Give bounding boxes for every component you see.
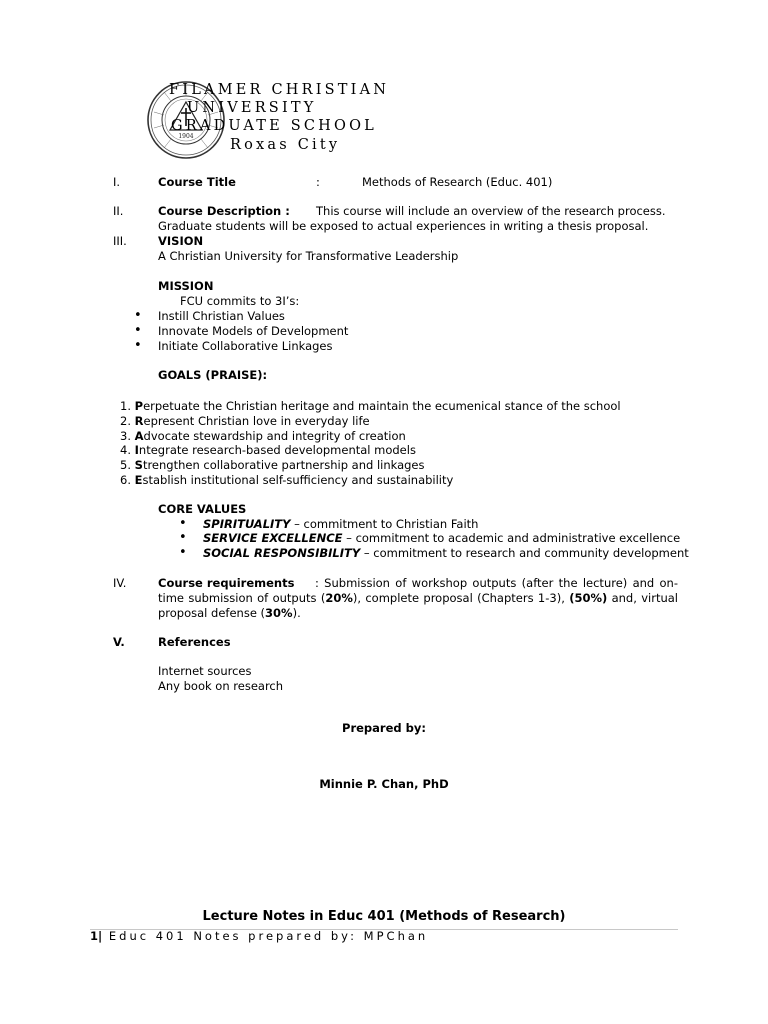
- course-title-value: Methods of Research (Educ. 401): [362, 175, 553, 189]
- course-title-separator: :: [316, 175, 320, 189]
- footer-line: 1| Educ 401 Notes prepared by: MPChan: [90, 929, 429, 943]
- references-label: References: [158, 635, 231, 649]
- goal-item: 3. Advocate stewardship and integrity of creation: [120, 429, 406, 443]
- reference-item: Internet sources: [158, 664, 252, 678]
- mission-label: MISSION: [158, 279, 214, 293]
- section-number-5: V.: [113, 635, 125, 649]
- core-value-item: • SERVICE EXCELLENCE – commitment to academic and administrative excellence: [203, 531, 680, 545]
- preparer-name: Minnie P. Chan, PhD: [319, 777, 449, 791]
- course-requirements-label: Course requirements: [158, 576, 295, 590]
- goal-item: 4. Integrate research-based developmental models: [120, 443, 416, 457]
- section-number-1: I.: [113, 175, 121, 189]
- section-number-2: II.: [113, 204, 124, 218]
- core-values-label: CORE VALUES: [158, 502, 247, 516]
- header-line-3: GRADUATE SCHOOL: [171, 118, 377, 134]
- mission-intro: FCU commits to 3I’s:: [180, 294, 300, 308]
- core-value-item: • SPIRITUALITY – commitment to Christian Faith: [203, 517, 478, 531]
- mission-item: • Instill Christian Values: [158, 309, 285, 323]
- goals-label: GOALS (PRAISE):: [158, 368, 268, 382]
- goal-item: 1. Perpetuate the Christian heritage and maintain the ecumenical stance of the school: [120, 399, 621, 413]
- course-description-text: This course will include an overview of the research process. Graduate students will be exposed to actual experiences in writing a thesis proposal.: [158, 204, 666, 233]
- goal-item: 6. Establish institutional self-sufficiency and sustainability: [120, 473, 454, 487]
- course-description: [158, 204, 678, 234]
- reference-item: Any book on research: [158, 679, 284, 693]
- prepared-by-label: Prepared by:: [342, 721, 426, 735]
- section-number-3: III.: [113, 234, 127, 248]
- mission-item: • Initiate Collaborative Linkages: [158, 339, 332, 353]
- vision-label: VISION: [158, 234, 204, 248]
- section-number-4: IV.: [113, 576, 127, 590]
- core-value-item: • SOCIAL RESPONSIBILITY – commitment to research and community development: [203, 546, 689, 560]
- seal-year: 1904: [178, 133, 194, 140]
- goal-item: 2. Represent Christian love in everyday life: [120, 414, 370, 428]
- course-description-label: Course Description :: [158, 204, 290, 218]
- course-title-label: Course Title: [158, 175, 236, 189]
- footer-text: Educ 401 Notes prepared by: MPChan: [102, 929, 429, 943]
- course-requirements: Course requirements : Submission of workshop outputs (after the lecture) and on-time submission of outputs (20%), complete proposal (Chapters 1-3), (50%) and, virtual proposal defense (30%).: [158, 576, 678, 620]
- footer-title: Lecture Notes in Educ 401 (Methods of Research): [202, 909, 566, 924]
- header-line-4: Roxas City: [230, 137, 341, 153]
- mission-item: • Innovate Models of Development: [158, 324, 348, 338]
- header-line-1: FILAMER CHRISTIAN: [169, 82, 390, 98]
- goal-item: 5. Strengthen collaborative partnership and linkages: [120, 458, 425, 472]
- header-line-2: UNIVERSITY: [187, 100, 317, 116]
- page-number: 1: [90, 929, 99, 943]
- vision-text: A Christian University for Transformative Leadership: [158, 249, 459, 263]
